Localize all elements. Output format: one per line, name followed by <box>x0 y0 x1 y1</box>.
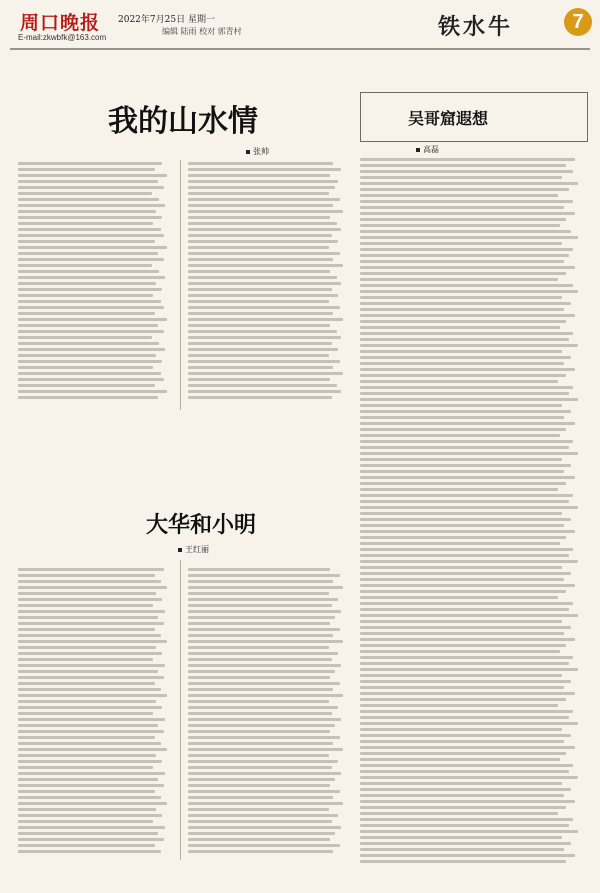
column-divider <box>180 160 181 410</box>
article-body-col-2 <box>188 568 346 853</box>
column-divider <box>180 560 181 860</box>
article-title: 大华和小明 <box>146 512 257 538</box>
article-author <box>246 146 269 157</box>
section-title: 铁水牛 <box>438 14 514 40</box>
article-body-col-1 <box>18 162 170 399</box>
author-name: 高磊 <box>423 145 439 154</box>
author-marker-icon <box>246 150 250 154</box>
author-marker-icon <box>416 148 420 152</box>
article-dahua-xiaoming <box>18 512 350 880</box>
issue-date: 2022年7月25日 星期一 <box>118 15 215 25</box>
header-rule <box>10 48 590 50</box>
article-author <box>178 544 209 555</box>
author-name: 王红丽 <box>185 545 209 554</box>
page-number-badge: 7 <box>564 8 592 36</box>
editor-line: 编辑 陆雨 校对 郭青村 <box>162 27 242 36</box>
article-body <box>360 158 582 863</box>
article-title: 我的山水情 <box>108 104 258 139</box>
newspaper-logo: 周口晚报 <box>20 12 101 34</box>
author-marker-icon <box>178 548 182 552</box>
masthead <box>0 0 600 52</box>
article-angkor-wat-reverie <box>360 92 588 882</box>
article-title: 吴哥窟遐想 <box>408 109 489 128</box>
article-author <box>416 144 439 155</box>
author-name: 张帅 <box>253 147 269 156</box>
email-address: E-mail:zkwbfk@163.com <box>18 33 107 42</box>
article-my-mountain-water <box>18 82 350 422</box>
article-body-col-1 <box>18 568 170 853</box>
article-body-col-2 <box>188 162 346 399</box>
